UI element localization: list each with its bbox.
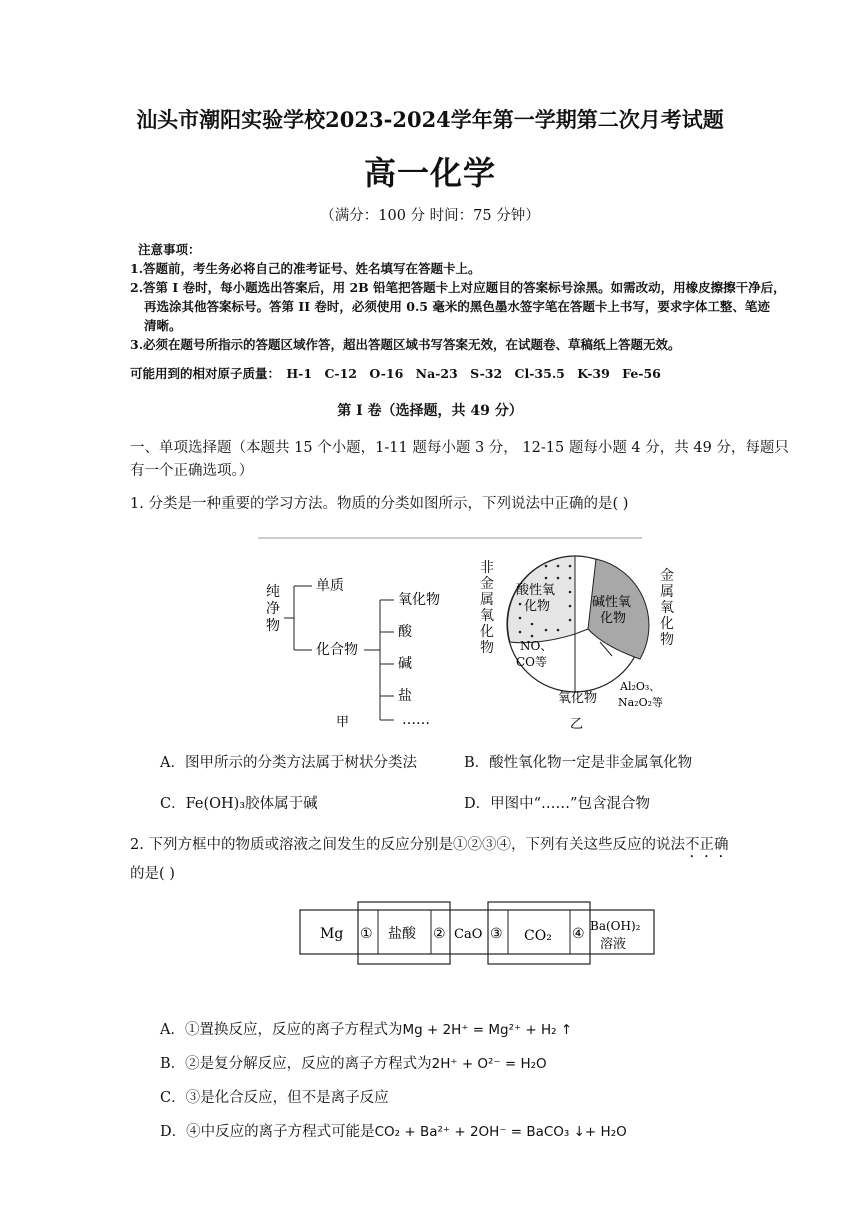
- atomic-mass: H-1: [286, 366, 313, 381]
- q2-option-b-text: B．②是复分解反应，反应的离子方程式为: [160, 1056, 432, 1072]
- acidic-oxide-label-1: 酸性氧: [516, 583, 556, 598]
- atomic-masses: [130, 364, 669, 382]
- tree-leaf-etc: ……: [402, 712, 430, 728]
- tree-diagram: [266, 578, 440, 730]
- atomic-mass: K-39: [577, 366, 610, 381]
- section-instructions: 一、单项选择题（本题共 15 个小题，1-11 题每小题 3 分， 12-15 题每小题 4 分，共 49 分，每题只有一个正确选项。）: [130, 440, 789, 479]
- pie-center-label: 氧化物: [558, 691, 598, 706]
- tree-root: [266, 584, 280, 634]
- box-baoh2: Ba(OH)₂: [590, 919, 641, 933]
- figure-caption-jia: 甲: [336, 715, 350, 730]
- atomic-masses-label: 可能用到的相对原子质量：: [130, 366, 281, 381]
- box-mg: Mg: [320, 926, 344, 942]
- basic-oxide-label-1: 碱性氧: [592, 595, 632, 610]
- q2-option-d-formula: CO₂ + Ba²⁺ + 2OH⁻ = BaCO₃ ↓+ H₂O: [374, 1124, 627, 1140]
- notes-section: [130, 240, 830, 354]
- others-left-label-2: CO等: [516, 655, 548, 669]
- q2-option-d: [160, 1120, 627, 1141]
- q2-stem-post: 的是( ): [130, 866, 175, 882]
- tree-leaf-oxide: 氧化物: [398, 592, 440, 608]
- pie-diagram: [507, 556, 663, 732]
- atomic-mass: C-12: [324, 366, 357, 381]
- box-2: ②: [433, 926, 446, 942]
- q2-option-b-formula: 2H⁺ + O²⁻ = H₂O: [431, 1056, 547, 1072]
- note-item-1: 1.答题前，考生务必将自己的准考证号、姓名填写在答题卡上。: [130, 261, 481, 276]
- q1-option-c: C．Fe(OH)₃胶体属于碱: [160, 796, 318, 812]
- tree-leaf-acid: 酸: [398, 624, 412, 640]
- note-item-2c: 清晰。: [144, 318, 182, 333]
- q2-option-b: [160, 1052, 547, 1073]
- others-right-label-2: Na₂O₂等: [618, 696, 664, 709]
- tree-leaf-salt: 盐: [398, 688, 412, 704]
- atomic-mass: Cl-35.5: [514, 366, 565, 381]
- q1-option-b: B．酸性氧化物一定是非金属氧化物: [464, 755, 693, 771]
- basic-oxide-label-2: 化物: [600, 611, 627, 626]
- q2-option-a-text: A．①置换反应，反应的离子方程式为: [160, 1022, 403, 1038]
- box-1: ①: [360, 926, 373, 942]
- note-item-3: 3.必须在题号所指示的答题区域作答，超出答题区域书写答案无效，在试题卷、草稿纸上答题无效。: [130, 337, 681, 352]
- tree-root-char: 纯: [266, 584, 280, 600]
- figure-caption-yi: 乙: [570, 717, 584, 732]
- part-title: 第 I 卷（选择题，共 49 分）: [337, 403, 523, 419]
- q2-option-c: C．③是化合反应，但不是离子反应: [160, 1090, 389, 1106]
- q2-reaction-diagram: [298, 898, 658, 970]
- box-co2: CO₂: [524, 928, 552, 944]
- atomic-mass: Fe-56: [622, 366, 661, 381]
- q1-option-d: D．甲图中“……”包含混合物: [464, 796, 650, 812]
- box-3: ③: [490, 926, 503, 942]
- note-item-2b: 再选涂其他答案标号。答第 II 卷时，必须使用 0.5 毫米的黑色墨水签字笔在答题卡上书写，要求字体工整、笔迹: [144, 299, 770, 314]
- notes-heading: 注意事项：: [138, 242, 201, 257]
- tree-root-char: 物: [266, 618, 280, 634]
- exam-title: 汕头市潮阳实验学校2023-2024学年第一学期第二次月考试题: [136, 107, 724, 132]
- note-item-2a: 2.答第 I 卷时，每小题选出答案后，用 2B 铅笔把答题卡上对应题目的答案标号涂黑。如需改动，用橡皮擦擦干净后，: [130, 280, 786, 295]
- q2-option-d-text: D．④中反应的离子方程式可能是: [160, 1124, 375, 1140]
- tree-branch-elements: 单质: [316, 578, 344, 594]
- tree-root-char: 净: [266, 601, 280, 617]
- q2-option-a: [160, 1018, 572, 1039]
- tree-branch-compounds: 化合物: [316, 642, 358, 658]
- q1-option-a: A．图甲所示的分类方法属于树状分类法: [160, 755, 417, 771]
- box-cao: CaO: [454, 927, 483, 942]
- q2-stem: [130, 832, 794, 888]
- score-time: （满分：100 分 时间：75 分钟）: [320, 208, 540, 224]
- atomic-mass: Na-23: [415, 366, 458, 381]
- q2-stem-emphasis: 不正确: [684, 837, 729, 853]
- others-left-label-1: NO、: [520, 639, 553, 653]
- q1-figure: [250, 534, 664, 734]
- box-solution: 溶液: [600, 937, 627, 952]
- q1-stem: 1. 分类是一种重要的学习方法。物质的分类如图所示，下列说法中正确的是( ): [130, 496, 629, 512]
- others-right-label-1: Al₂O₃、: [620, 680, 661, 693]
- acidic-oxide-label-2: 化物: [524, 599, 551, 614]
- atomic-mass: O-16: [369, 366, 404, 381]
- tree-leaf-base: 碱: [398, 656, 412, 672]
- box-4: ④: [572, 926, 585, 942]
- nonmetal-oxide-label: 非金属氧化物: [480, 560, 494, 656]
- exam-subject: 高一化学: [363, 154, 496, 192]
- metal-oxide-label: 金属氧化物: [660, 568, 674, 648]
- q2-option-a-formula: Mg + 2H⁺ = Mg²⁺ + H₂ ↑: [402, 1022, 573, 1038]
- box-hcl: 盐酸: [388, 926, 416, 942]
- atomic-mass: S-32: [470, 366, 503, 381]
- q2-stem-pre: 2. 下列方框中的物质或溶液之间发生的反应分别是①②③④，下列有关这些反应的说法: [130, 837, 685, 853]
